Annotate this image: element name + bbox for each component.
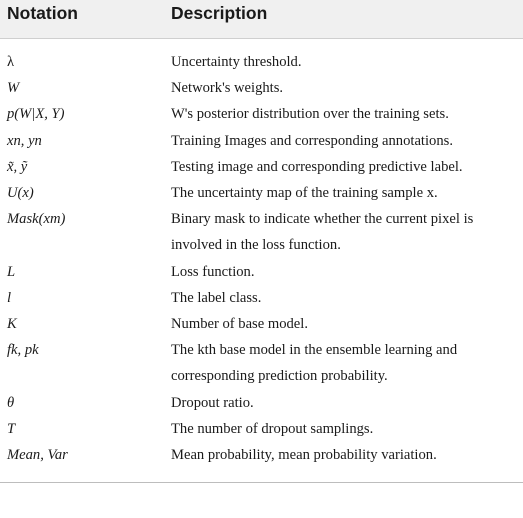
notation-cell: T	[7, 420, 16, 437]
description-cell: Testing image and corresponding predictive label.	[171, 158, 463, 175]
notation-cell: Mean, Var	[7, 447, 68, 464]
notation-cell: Mask(xm)	[7, 211, 66, 228]
notation-cell: l	[7, 289, 12, 306]
table-row	[0, 311, 523, 337]
table-row	[0, 285, 523, 311]
table-row	[0, 416, 523, 442]
notation-cell: xn, yn	[7, 132, 42, 149]
notation-cell: K	[7, 316, 17, 333]
table-row	[0, 154, 523, 180]
table-row	[0, 442, 523, 468]
table-bottom-rule	[0, 482, 523, 483]
table-row	[0, 337, 523, 389]
table-row	[0, 259, 523, 285]
description-cell: Network's weights.	[171, 80, 284, 97]
description-cell: Training Images and corresponding annotations.	[171, 132, 453, 149]
table-row	[0, 49, 523, 75]
table-row	[0, 101, 523, 127]
notation-cell: W	[7, 80, 20, 97]
description-cell: The number of dropout samplings.	[171, 420, 374, 437]
description-cell: W's posterior distribution over the training sets.	[171, 106, 449, 123]
notation-cell: x̃, ỹ	[7, 158, 28, 175]
description-cell: Loss function.	[171, 263, 255, 280]
table-row	[0, 180, 523, 206]
header-description: Description	[171, 3, 268, 23]
description-cell: Binary mask to indicate whether the current pixel is involved in the loss function.	[171, 211, 474, 254]
notation-cell: U(x)	[7, 185, 34, 202]
header-notation: Notation	[7, 3, 78, 23]
table-header	[0, 0, 523, 39]
table-row	[0, 390, 523, 416]
table-row	[0, 206, 523, 258]
notation-cell: fk, pk	[7, 342, 39, 359]
description-cell: The uncertainty map of the training sample x.	[171, 185, 438, 202]
description-cell: The label class.	[171, 289, 262, 306]
description-cell: Mean probability, mean probability variation.	[171, 447, 437, 464]
description-cell: The kth base model in the ensemble learning and corresponding prediction probability.	[171, 342, 458, 385]
notation-cell: p(W|X, Y)	[7, 106, 65, 123]
notation-cell: L	[7, 263, 16, 280]
notation-cell: λ	[7, 54, 15, 70]
description-cell: Uncertainty threshold.	[171, 54, 302, 70]
description-cell: Number of base model.	[171, 316, 308, 333]
table-body	[0, 39, 523, 468]
table-row	[0, 128, 523, 154]
table-row	[0, 75, 523, 101]
description-cell: Dropout ratio.	[171, 394, 254, 411]
notation-cell: θ	[7, 394, 15, 411]
